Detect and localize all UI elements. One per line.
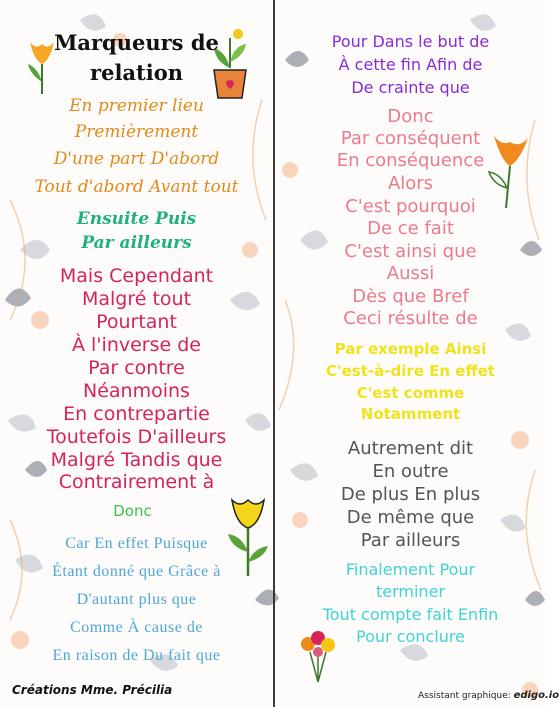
- marker-crimson-1: Mais Cependant: [59, 265, 214, 287]
- marker-yellow-2: C'est-à-dire En effet: [326, 362, 495, 380]
- marker-pink-10: Ceci résulte de: [343, 308, 478, 329]
- marker-blue-2: Étant donné que Grâce à: [52, 563, 221, 580]
- marker-green-2: Par ailleurs: [81, 233, 192, 253]
- marker-crimson-8: Toutefois D'ailleurs: [46, 426, 227, 448]
- marker-cyan-4: Pour conclure: [356, 627, 465, 646]
- marker-pink-8: Aussi: [386, 263, 435, 284]
- marker-orange-4: Tout d'abord Avant tout: [34, 177, 239, 197]
- marker-crimson-10: Contrairement à: [58, 471, 215, 493]
- marker-lightgreen-1: Donc: [113, 502, 152, 520]
- marker-yellow-3: C'est comme: [356, 384, 465, 402]
- page-title-line-2: relation: [90, 60, 183, 85]
- marker-pink-7: C'est ainsi que: [344, 241, 477, 262]
- author-credit: Créations Mme. Précilia: [12, 683, 173, 697]
- marker-pink-9: Dès que Bref: [352, 286, 469, 307]
- marker-cyan-3: Tout compte fait Enfin: [322, 605, 499, 624]
- marker-purple-3: De crainte que: [351, 78, 470, 97]
- assistant-credit: [418, 690, 559, 701]
- marker-pink-2: Par conséquent: [340, 128, 481, 149]
- marker-gray-2: En outre: [372, 461, 449, 482]
- assistant-label: Assistant graphique:: [418, 691, 511, 701]
- marker-crimson-9: Malgré Tandis que: [50, 449, 223, 471]
- marker-crimson-4: À l'inverse de: [72, 334, 201, 356]
- marker-orange-3: D'une part D'abord: [53, 149, 220, 169]
- marker-crimson-3: Pourtant: [96, 311, 177, 333]
- marker-blue-5: En raison de Du fait que: [52, 647, 221, 664]
- marker-pink-6: De ce fait: [367, 218, 454, 239]
- marker-gray-5: Par ailleurs: [360, 530, 461, 551]
- assistant-brand: edigo.io: [513, 690, 559, 701]
- marker-crimson-7: En contrepartie: [63, 403, 210, 425]
- marker-pink-3: En conséquence: [336, 150, 485, 171]
- marker-pink-4: Alors: [387, 173, 434, 194]
- marker-purple-1: Pour Dans le but de: [331, 32, 490, 51]
- marker-gray-3: De plus En plus: [340, 484, 481, 505]
- marker-crimson-2: Malgré tout: [81, 288, 192, 310]
- marker-pink-5: C'est pourquoi: [345, 196, 476, 217]
- marker-blue-1: Car En effet Puisque: [65, 535, 208, 552]
- marker-gray-1: Autrement dit: [347, 438, 474, 459]
- marker-purple-2: À cette fin Afin de: [338, 55, 483, 74]
- page-title-line-1: Marqueurs de: [54, 30, 219, 55]
- marker-crimson-6: Néanmoins: [83, 380, 190, 402]
- marker-blue-3: D'autant plus que: [76, 591, 197, 608]
- marker-crimson-5: Par contre: [88, 357, 185, 379]
- marker-yellow-1: Par exemple Ainsi: [334, 340, 487, 358]
- marker-green-1: Ensuite Puis: [76, 209, 197, 229]
- marker-gray-4: De même que: [346, 507, 475, 528]
- marker-orange-1: En premier lieu: [69, 96, 204, 116]
- marker-cyan-2: terminer: [375, 582, 445, 601]
- marker-pink-1: Donc: [387, 106, 434, 127]
- marker-yellow-4: Notamment: [360, 405, 461, 423]
- marker-cyan-1: Finalement Pour: [345, 560, 476, 579]
- marker-blue-4: Comme À cause de: [70, 619, 203, 636]
- marker-orange-2: Premièrement: [74, 122, 199, 142]
